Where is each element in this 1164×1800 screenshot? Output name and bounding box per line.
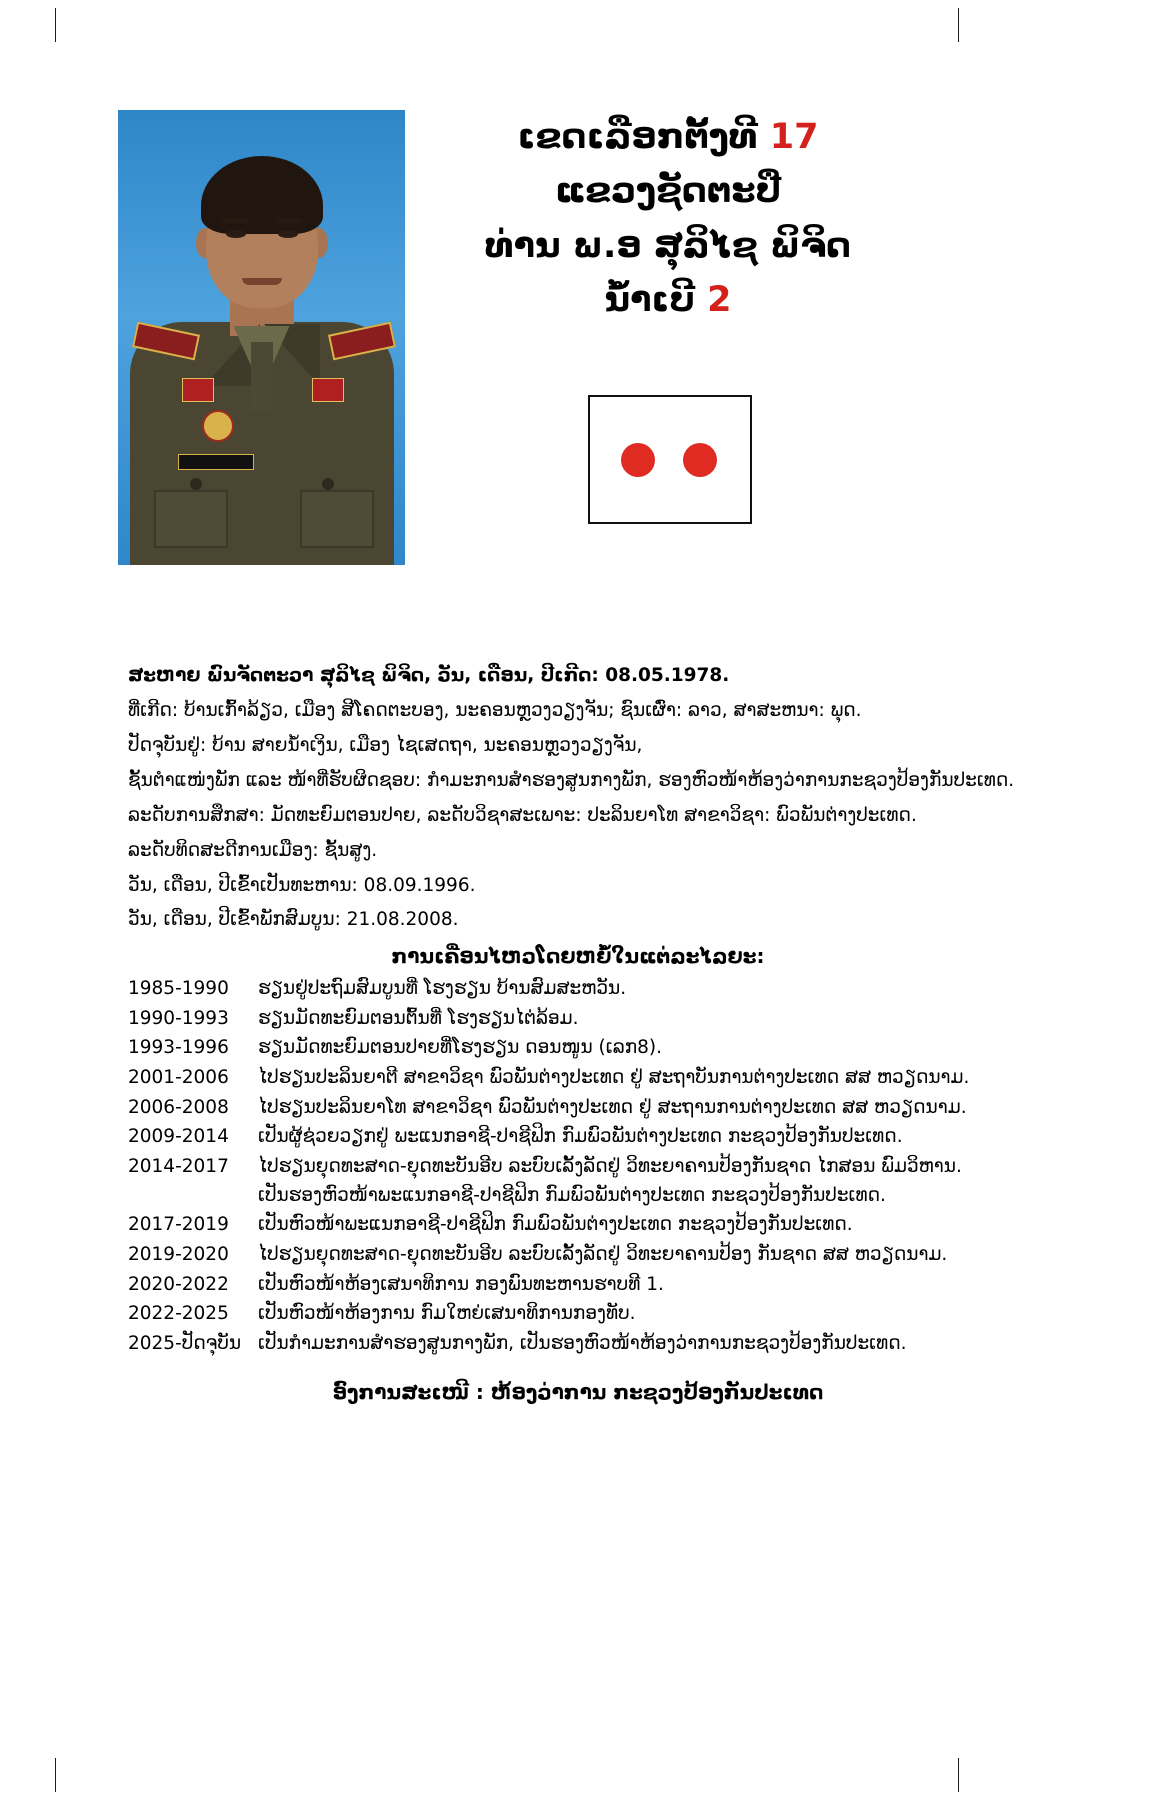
timeline-row xyxy=(128,1034,1048,1063)
ballot-number-line xyxy=(418,273,918,327)
bio-line-name-birth: ສະຫາຍ ພົນຈັດຕະວາ ສຸລິໄຊ ພິຈິດ, ວັນ, ເດືອນ, ປີເກີດ: 08.05.1978. xyxy=(128,665,730,686)
bio-line-education: ລະດັບການສຶກສາ: ມັດທະຍົມຕອນປາຍ, ລະດັບວິຊາສະເພາະ: ປະລິນຍາໂທ ສາຂາວິຊາ: ພົວພັນຕ່າງປະເທດ. xyxy=(128,804,917,826)
timeline-row xyxy=(128,1241,1048,1270)
timeline-description-line: ເປັນກຳມະການສຳຮອງສູນກາງພັກ, ເປັນຮອງຫົວໜ້າຫ້ອງວ່າການກະຊວງປ້ອງກັນປະເທດ. xyxy=(258,1333,907,1355)
timeline-description-line: ໄປຮຽນປະລິນຍາໂທ ສາຂາວິຊາ ພົວພັນຕ່າງປະເທດ ຢູ່ ສະຖານການຕ່າງປະເທດ ສສ ຫວຽດນາມ. xyxy=(258,1096,967,1118)
bio-line-current-address: ປັດຈຸບັນຢູ່: ບ້ານ ສາຍນ້ຳເງິນ, ເມືອງ ໄຊເສດຖາ, ນະຄອນຫຼວງວຽງຈັນ, xyxy=(128,734,643,756)
timeline-years: 1993-1996 xyxy=(128,1037,229,1059)
timeline-description-line: ເປັນຜູ້ຊ່ວຍວຽກຢູ່ ພະແນກອາຊີ-ປາຊີຟິກ ກົມພົວພັນຕ່າງປະເທດ ກະຊວງປ້ອງກັນປະເທດ. xyxy=(258,1126,903,1148)
portrait-brow-right xyxy=(276,218,302,224)
timeline-description-line: ໄປຮຽນຍຸດທະສາດ-ຍຸດທະບັນອີບ ລະບົບເລັ້ງລັດຢູ່ ວິທະຍາຄານປ້ອງກັນຊາດ ໄກສອນ ພົມວິຫານ. xyxy=(258,1156,962,1178)
header-title-block xyxy=(418,110,918,327)
timeline-row xyxy=(128,1211,1048,1240)
timeline-row xyxy=(128,1123,1048,1152)
timeline-years: 2014-2017 xyxy=(128,1156,229,1178)
timeline-description xyxy=(258,1241,1048,1270)
nominating-organization: ອົງການສະເໜີ : ຫ້ອງວ່າການ ກະຊວງປ້ອງກັນປະເທດ xyxy=(332,1380,824,1404)
timeline-row xyxy=(128,1005,1048,1034)
timeline-row xyxy=(128,975,1048,1004)
portrait-pocket-right xyxy=(300,490,374,548)
portrait-collar-badge-left xyxy=(182,378,214,402)
bio-line-political-theory: ລະດັບທິດສະດີການເມືອງ: ຊັ້ນສູງ. xyxy=(128,839,378,861)
timeline-description xyxy=(258,1094,1048,1123)
timeline-years: 2009-2014 xyxy=(128,1126,229,1148)
timeline-description-line: ໄປຮຽນປະລິນຍາຕີ ສາຂາວິຊາ ພົວພັນຕ່າງປະເທດ ຢູ່ ສະຖາບັນການຕ່າງປະເທດ ສສ ຫວຽດນາມ. xyxy=(258,1067,970,1089)
portrait-button-left xyxy=(190,478,202,490)
timeline-years: 1990-1993 xyxy=(128,1007,229,1029)
timeline-description xyxy=(258,1271,1048,1300)
bio-line-party-membership-date: ວັນ, ເດືອນ, ປີເຂົ້າພັກສົມບູນ: 21.08.2008. xyxy=(128,909,459,931)
timeline-description-line: ເປັນຫົວໜ້າພະແນກອາຊີ-ປາຊີຟິກ ກົມພົວພັນຕ່າງປະເທດ ກະຊວງປ້ອງກັນປະເທດ. xyxy=(258,1214,853,1236)
timeline-years: 2020-2022 xyxy=(128,1273,229,1295)
career-timeline xyxy=(128,975,1048,1360)
timeline-description-line: ເປັນຫົວໜ້າຫ້ອງການ ກົມໃຫຍ່ເສນາທິການກອງທັບ. xyxy=(258,1303,636,1325)
timeline-row xyxy=(128,1330,1048,1359)
timeline-years: 1985-1990 xyxy=(128,978,229,999)
timeline-description xyxy=(258,1123,1048,1152)
timeline-description xyxy=(258,1330,1048,1359)
bio-line-birthplace: ທີ່ເກີດ: ບ້ານເກົ້າລ້ຽວ, ເມືອງ ສີໂຄດຕະບອງ, ນະຄອນຫຼວງວຽງຈັນ; ຊົນເຜົ່າ: ລາວ, ສາສະຫນາ: ພຸດ. xyxy=(128,699,862,721)
timeline-description-line: ຮຽນມັດທະຍົມຕອນປາຍທີ່ໂຮງຮຽນ ດອນໜູນ (ເລກ8). xyxy=(258,1037,662,1059)
portrait-tie xyxy=(251,342,273,412)
timeline-section-title: ການເຄື່ອນໄຫວໂດຍຫຍໍ້ໃນແຕ່ລະໄລຍະ: xyxy=(391,944,765,969)
portrait-medal-icon xyxy=(202,410,234,442)
timeline-description xyxy=(258,975,1048,1004)
profile-header xyxy=(118,110,918,580)
timeline-row xyxy=(128,1300,1048,1329)
province-name: ແຂວງຊັດຕະປື xyxy=(554,171,782,212)
candidate-name: ທ່ານ ພ.ອ ສຸລິໄຊ ພິຈິດ xyxy=(484,225,852,266)
timeline-description xyxy=(258,1005,1048,1034)
portrait-hair xyxy=(201,156,323,234)
timeline-row xyxy=(128,1064,1048,1093)
timeline-years: 2006-2008 xyxy=(128,1096,229,1118)
timeline-description-line: ເປັນຮອງຫົວໜ້າພະແນກອາຊີ-ປາຊີຟິກ ກົມພົວພັນຕ່າງປະເທດ ກະຊວງປ້ອງກັນປະເທດ. xyxy=(258,1184,886,1206)
timeline-description-line: ເປັນຫົວໜ້າຫ້ອງເສນາທິການ ກອງພົນທະຫານຮາບທີ 1. xyxy=(258,1273,664,1295)
ballot-number-label: ນ້ຳເບີ xyxy=(604,279,695,320)
electoral-district-line xyxy=(418,110,918,164)
timeline-years: 2019-2020 xyxy=(128,1244,229,1266)
portrait-eye-left xyxy=(226,230,246,238)
bio-line-position: ຊັ້ນຕຳແໜ່ງພັກ ແລະ ໜ້າທີ່ຮັບຜິດຊອບ: ກຳມະການສຳຮອງສູນກາງພັກ, ຮອງຫົວໜ້າຫ້ອງວ່າການກະຊວງປ້ອງກັນປະເທດ. xyxy=(128,769,1015,791)
portrait-nameplate xyxy=(178,454,254,470)
portrait-pocket-left xyxy=(154,490,228,548)
timeline-row xyxy=(128,1153,1048,1210)
timeline-description-line: ໄປຮຽນຍຸດທະສາດ-ຍຸດທະບັນອີບ ລະບົບເລັ້ງລັດຢູ່ ວິທະຍາຄານປ້ອງ ກັນຊາດ ສສ ຫວຽດນາມ. xyxy=(258,1244,948,1266)
ballot-dot-1-icon xyxy=(621,443,655,477)
electoral-district-label: ເຂດເລືອກຕັ້ງທີ xyxy=(517,117,758,157)
timeline-years: 2025-ປັດຈຸບັນ xyxy=(128,1333,242,1355)
timeline-description xyxy=(258,1211,1048,1240)
biography-block xyxy=(128,660,1028,977)
timeline-description-line: ຮຽນຢູ່ປະຖົມສົມບູນທີ່ ໂຮງຮຽນ ບ້ານສົມສະຫວັນ. xyxy=(258,978,627,999)
ballot-number-value: 2 xyxy=(707,279,732,320)
timeline-description xyxy=(258,1064,1048,1093)
electoral-district-number: 17 xyxy=(769,117,819,157)
bio-line-military-entry-date: ວັນ, ເດືອນ, ປີເຂົ້າເປັນທະຫານ: 08.09.1996. xyxy=(128,874,476,896)
portrait-mouth xyxy=(242,278,282,285)
ballot-marker-box xyxy=(588,395,752,524)
timeline-description xyxy=(258,1300,1048,1329)
timeline-description xyxy=(258,1034,1048,1063)
portrait-button-right xyxy=(322,478,334,490)
candidate-portrait-photo xyxy=(118,110,405,565)
portrait-brow-left xyxy=(222,218,248,224)
timeline-row xyxy=(128,1271,1048,1300)
portrait-eye-right xyxy=(278,230,298,238)
timeline-description xyxy=(258,1153,1048,1210)
timeline-years: 2001-2006 xyxy=(128,1067,229,1089)
timeline-row xyxy=(128,1094,1048,1123)
timeline-description-line: ຮຽນມັດທະຍົມຕອນຕົ້ນທີ່ ໂຮງຮຽນໄຕ່ລ້ອມ. xyxy=(258,1007,579,1029)
ballot-dot-2-icon xyxy=(683,443,717,477)
timeline-years: 2017-2019 xyxy=(128,1214,229,1236)
portrait-collar-badge-right xyxy=(312,378,344,402)
timeline-years: 2022-2025 xyxy=(128,1303,229,1325)
